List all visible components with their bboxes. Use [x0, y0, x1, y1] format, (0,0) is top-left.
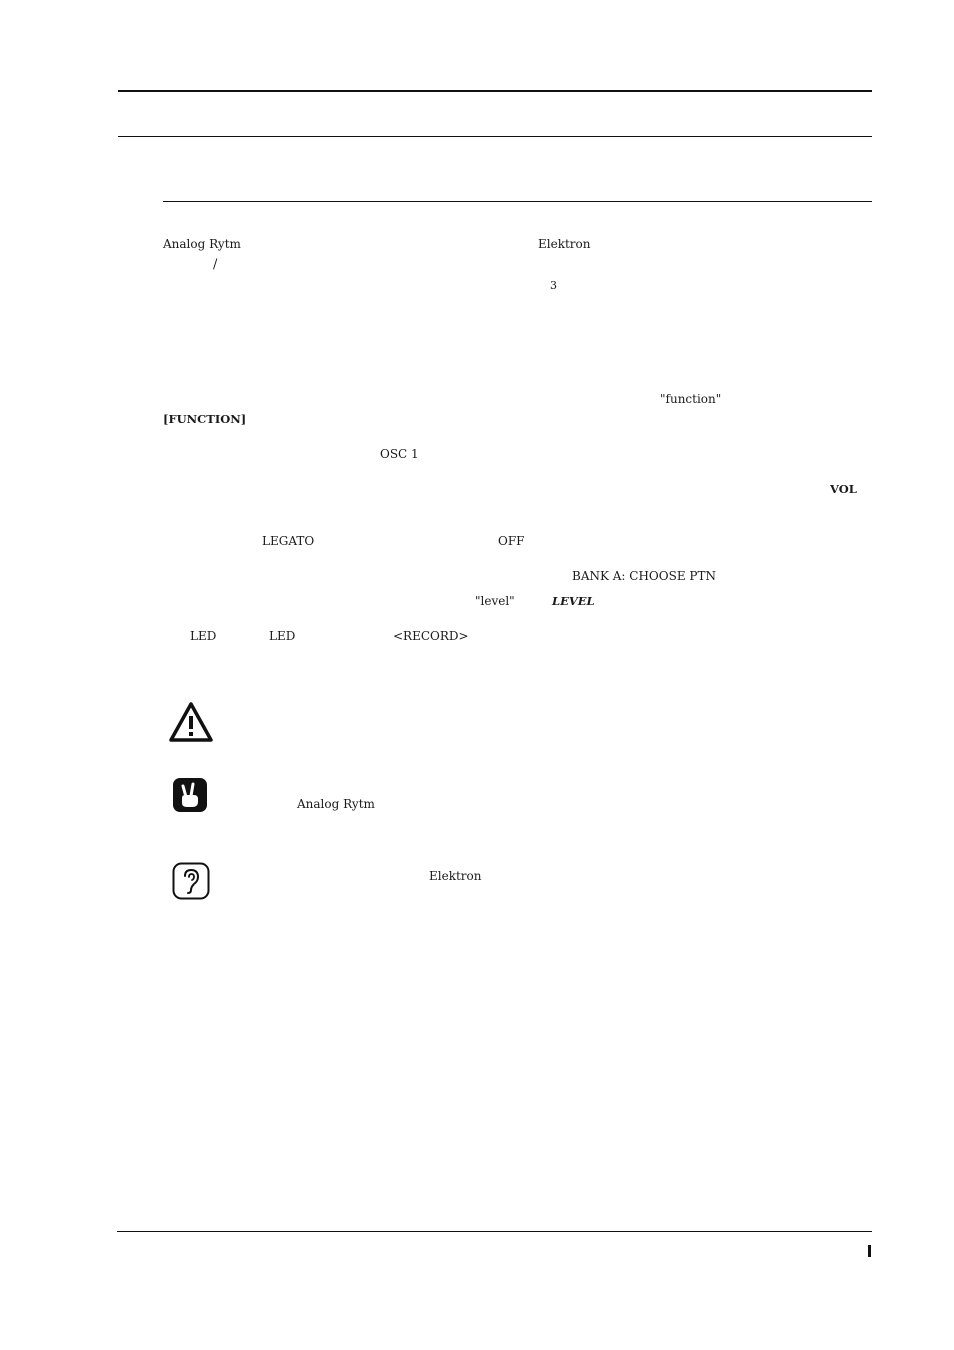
function-key: [FUNCTION]	[163, 412, 247, 426]
vol-label: VOL	[830, 482, 857, 496]
led-label-2: LED	[269, 629, 296, 643]
intro-brand-name: Elektron	[538, 237, 591, 251]
legato-label: LEGATO	[262, 534, 315, 548]
off-label: OFF	[498, 534, 525, 548]
footer-rule	[117, 1231, 872, 1232]
level-quote: "level"	[475, 594, 515, 608]
ear-icon	[172, 862, 210, 900]
tip-product-name: Analog Rytm	[297, 797, 375, 811]
function-quote: "function"	[660, 392, 722, 406]
intro-slash: /	[213, 257, 218, 272]
led-label-1: LED	[190, 629, 217, 643]
intro-product-name: Analog Rytm	[163, 237, 241, 251]
warning-triangle-icon	[168, 701, 214, 743]
header-top-rule	[118, 90, 872, 92]
page-number-mark	[868, 1245, 871, 1257]
record-label: <RECORD>	[393, 629, 469, 643]
osc-label: OSC 1	[380, 447, 419, 461]
victory-hand-icon	[172, 777, 208, 813]
level-label: LEVEL	[552, 594, 595, 608]
header-bottom-rule	[118, 136, 872, 137]
section-rule	[163, 201, 872, 202]
bank-label: BANK A: CHOOSE PTN	[572, 569, 716, 583]
intro-number: 3	[550, 279, 557, 292]
listen-brand-name: Elektron	[429, 869, 482, 883]
